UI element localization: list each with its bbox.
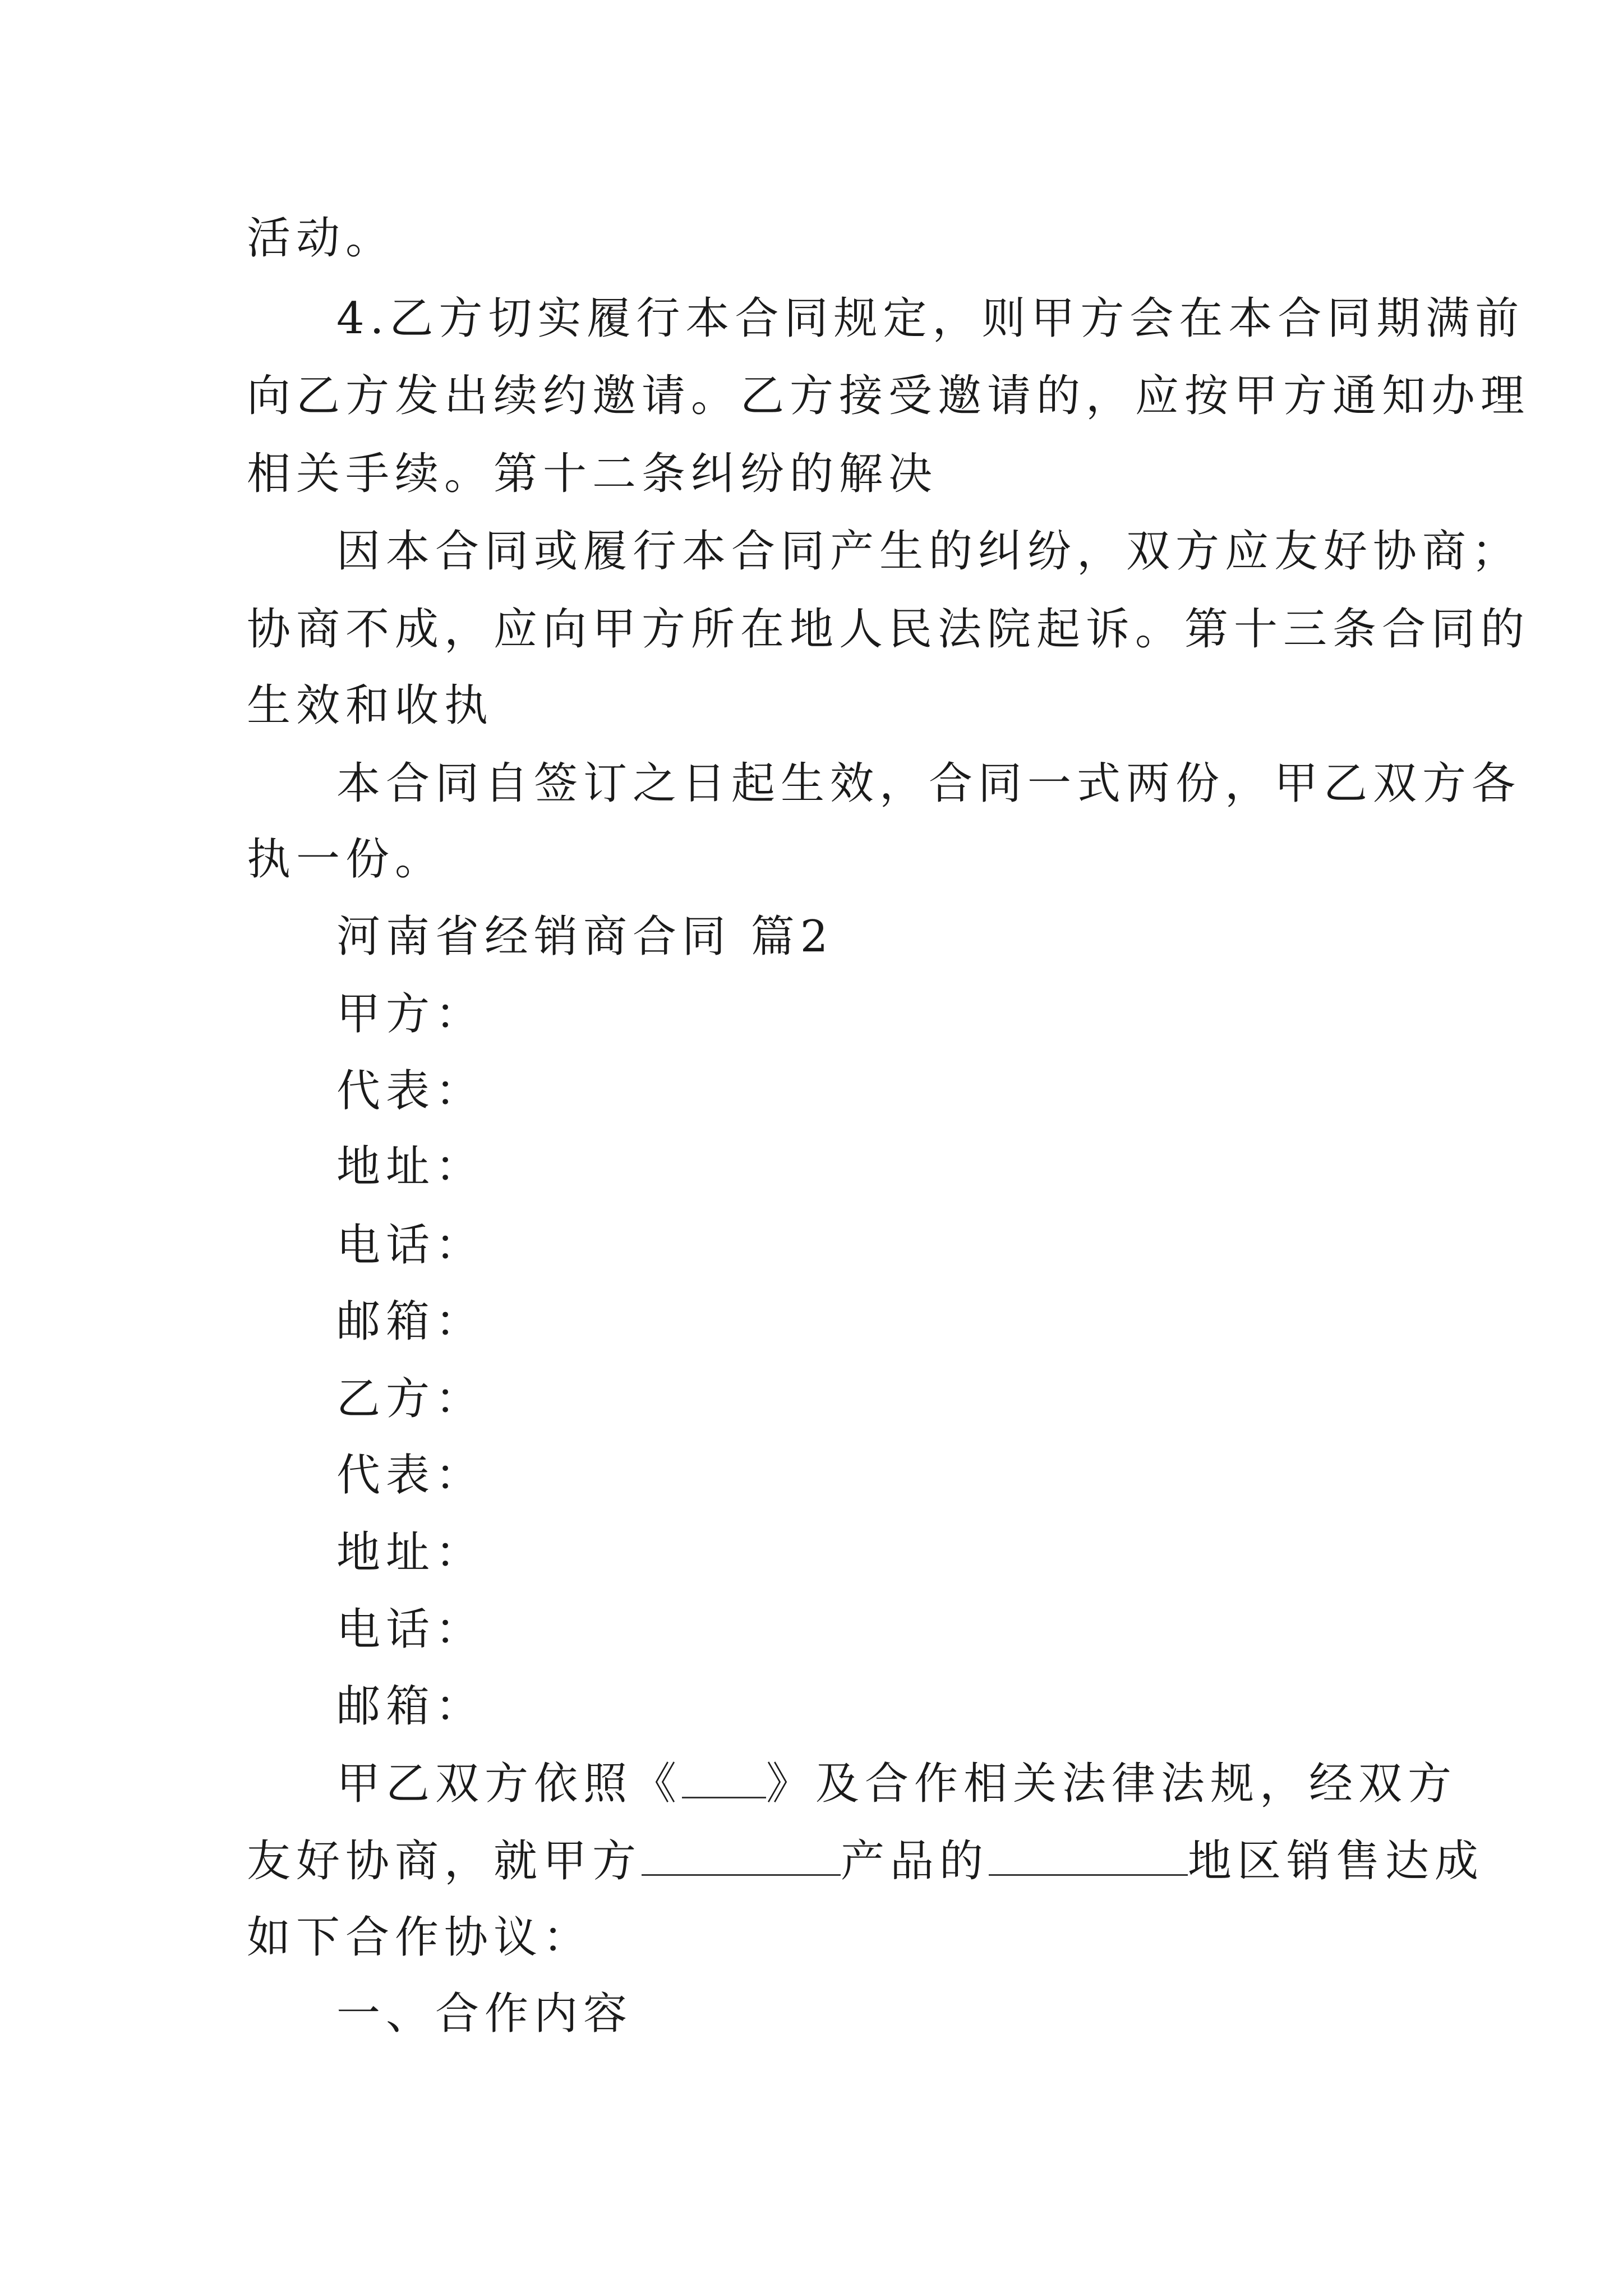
text-line: 4.乙方切实履行本合同规定，则甲方会在本合同期满前 — [336, 293, 1525, 344]
section-title: 河南省经销商合同 篇2 — [336, 912, 834, 962]
party-b-email-label: 邮箱： — [336, 1681, 485, 1732]
party-a-address-label: 地址： — [336, 1142, 485, 1192]
agreement-scope-text: 产品的 — [841, 1836, 989, 1887]
text-line: 相关手续。第十二条纠纷的解决 — [247, 449, 938, 499]
agreement-scope-text: 地区销售达成 — [1188, 1836, 1484, 1887]
region-blank — [989, 1834, 1188, 1876]
text-line: 如下合作协议： — [247, 1912, 593, 1963]
text-line: 向乙方发出续约邀请。乙方接受邀请的，应按甲方通知办理 — [247, 371, 1530, 421]
product-blank — [642, 1834, 841, 1876]
text-line: 生效和收执 — [247, 680, 494, 731]
party-a-phone-label: 电话： — [336, 1220, 485, 1271]
law-name-blank — [682, 1756, 766, 1798]
agreement-intro-line — [336, 1756, 1475, 1812]
party-a-representative-label: 代表： — [336, 1066, 485, 1116]
party-a-email-label: 邮箱： — [336, 1296, 485, 1347]
agreement-intro-text: 》及合作相关法律法规，经双方 — [766, 1759, 1458, 1809]
party-b-phone-label: 电话： — [336, 1604, 485, 1655]
party-b-address-label: 地址： — [336, 1527, 485, 1578]
party-b-label: 乙方： — [336, 1374, 485, 1424]
party-b-representative-label: 代表： — [336, 1450, 485, 1501]
section-heading: 一、合作内容 — [336, 1989, 633, 2039]
text-line: 本合同自签订之日起生效，合同一式两份，甲乙双方各 — [336, 758, 1521, 809]
text-line: 执一份。 — [247, 834, 445, 885]
agreement-intro-text: 甲乙双方依照《 — [336, 1759, 683, 1809]
text-line: 因本合同或履行本合同产生的纠纷，双方应友好协商； — [336, 526, 1521, 577]
party-a-label: 甲方： — [336, 989, 485, 1039]
text-line: 协商不成，应向甲方所在地人民法院起诉。第十三条合同的 — [247, 604, 1530, 655]
text-line: 活动。 — [247, 213, 395, 264]
agreement-scope-text: 友好协商，就甲方 — [247, 1836, 642, 1887]
agreement-scope-line — [247, 1833, 1484, 1889]
